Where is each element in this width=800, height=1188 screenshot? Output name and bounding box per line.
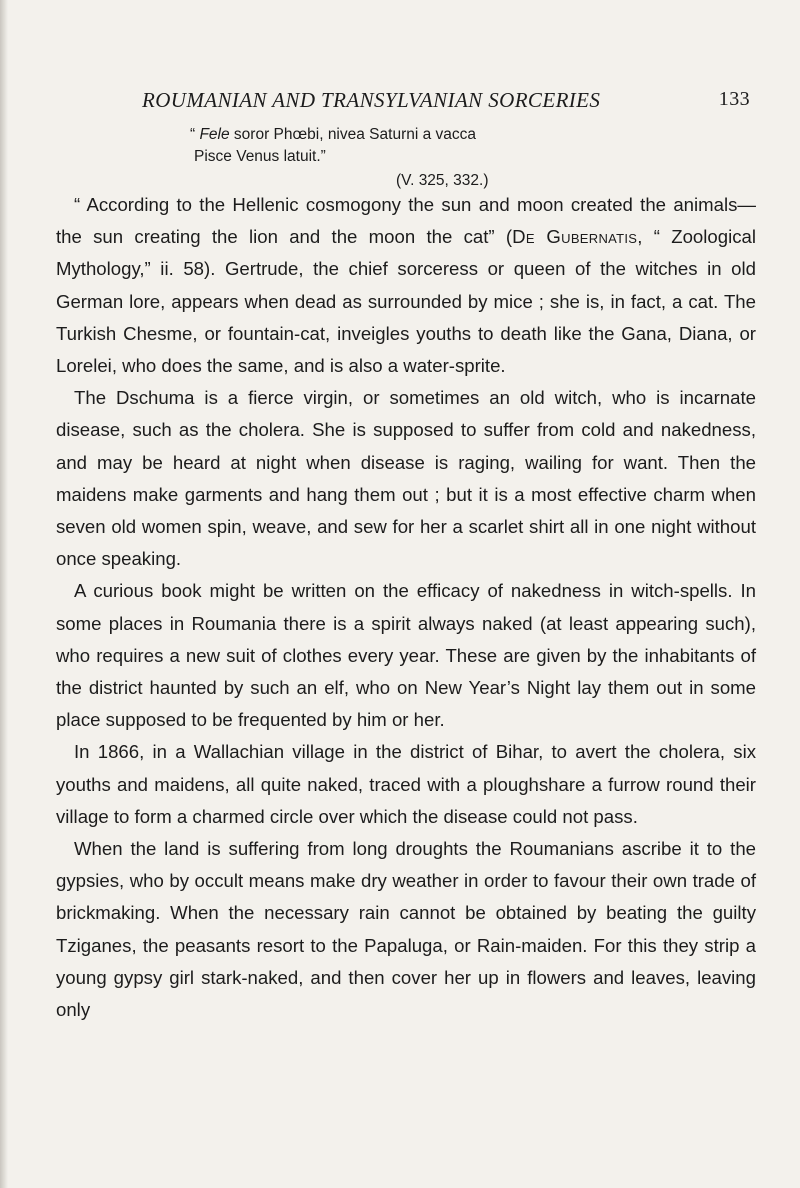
paragraph-3: A curious book might be written on the efficacy of nakedness in witch-spells. In some places in Roumania there is a spirit always naked (at least appearing such), who requires a new suit of clothes every year. These are given by the inhabitants of the district haunted by such an elf, who on New Year’s Night lay them out in some place supposed to be frequented by him or her. — [56, 580, 756, 731]
running-title: ROUMANIAN AND TRANSYLVANIAN SORCERIES — [142, 88, 601, 112]
verse-open-quote: “ — [190, 126, 200, 143]
paragraph-1-start: “ According to the Hellenic cosmogony the sun and moon created the animals—the sun creating the lion and the moon the cat” ( — [56, 194, 756, 248]
verse-quotation — [190, 124, 489, 192]
author-citation: De Gubernatis — [512, 226, 638, 248]
binding-shadow — [0, 0, 8, 1188]
paragraph-5: When the land is suffering from long droughts the Roumanians ascribe it to the gypsies, who by occult means make dry weather in order to favour their own trade of brickmaking. When the necessary rain cannot be obtained by beating the guilty Tziganes, the peasants resort to the Papaluga, or Rain-maiden. For this they strip a young gypsy girl stark-naked, and then cover her up in flowers and leaves, leaving only — [56, 838, 756, 1021]
body-text — [56, 189, 756, 1026]
verse-reference: (V. 325, 332.) — [396, 172, 489, 189]
page-number: 133 — [718, 88, 750, 110]
paragraph-2: The Dschuma is a fierce virgin, or sometimes an old witch, who is incarnate disease, such as the cholera. She is supposed to suffer from cold and nakedness, and may be heard at night when disease is raging, wailing for want. Then the maidens make garments and hang them out ; but it is a most effective charm when seven old women spin, weave, and sew for her a scarlet shirt all in one night without once speaking. — [56, 387, 756, 570]
verse-italic-word: Fele — [199, 126, 230, 143]
verse-line-2: Pisce Venus latuit.” — [194, 148, 326, 165]
verse-line-1 — [190, 124, 489, 146]
paragraph-1-end: , “ Zoological Mythology,” ii. 58). Gertrude, the chief sorceress or queen of the witches in old German lore, appears when dead as surrounded by mice ; she is, in fact, a cat. The Turkish Chesme, or fountain-cat, inveigles youths to death like the Gana, Diana, or Lorelei, who does the same, and is also a water-sprite. — [56, 226, 756, 377]
paragraph-1 — [56, 189, 756, 382]
paragraph-4: In 1866, in a Wallachian village in the district of Bihar, to avert the cholera, six youths and maidens, all quite naked, traced with a ploughshare a furrow round their village to form a charmed circle over which the disease could not pass. — [56, 741, 756, 827]
verse-line-1-rest: soror Phœbi, nivea Saturni a vacca — [229, 126, 477, 143]
